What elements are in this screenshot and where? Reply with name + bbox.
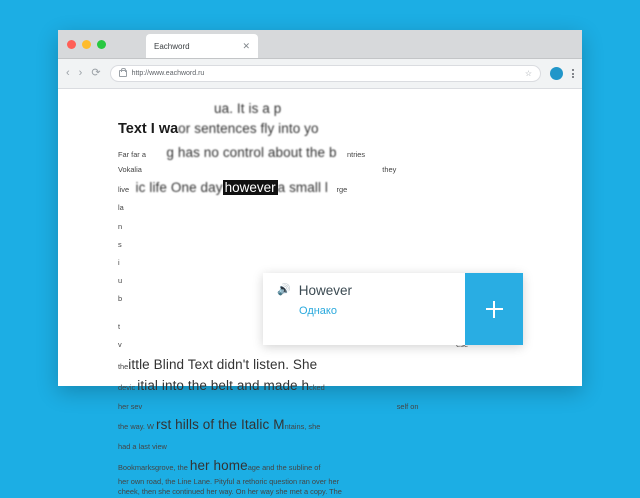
article-line: age and the subline of [247, 463, 321, 472]
browser-tab[interactable] [146, 34, 258, 58]
bookmark-star-icon[interactable]: ☆ [524, 69, 532, 78]
popup-word-row [277, 283, 465, 298]
browser-tab-bar [58, 30, 582, 59]
menu-icon[interactable] [572, 69, 574, 78]
browser-toolbar [58, 59, 582, 89]
article-line: ntains, she [284, 422, 321, 431]
article-line: devic [118, 383, 136, 392]
page-title: Text I wa [118, 121, 179, 137]
article-line: u [118, 276, 123, 285]
article-line: her sev [118, 402, 143, 411]
back-icon[interactable]: ‹ [66, 67, 70, 79]
article-line: cked [309, 383, 325, 392]
lock-icon [119, 70, 127, 77]
popup-content [263, 273, 465, 345]
article-line: her home [189, 458, 248, 473]
article-line: g has no control about the b [166, 145, 337, 160]
address-bar-url: http://www.eachword.ru [131, 70, 205, 77]
close-window-button[interactable] [67, 40, 76, 49]
article-line: ntries [347, 150, 366, 159]
article-line: s [118, 240, 122, 249]
popup-word: However [298, 283, 352, 298]
speaker-icon[interactable]: 🔊 [277, 284, 291, 296]
popup-translation: Однако [299, 305, 337, 317]
article-line: Far far a [118, 150, 146, 159]
article-line: v [118, 340, 122, 349]
article-line: or sentences fly into yo [178, 121, 319, 136]
article-line: itial into the belt and made h [137, 378, 310, 393]
article-line: Bookmarksgrove, the [118, 463, 188, 472]
browser-window [58, 30, 582, 497]
page-content [58, 89, 582, 497]
add-word-button[interactable] [465, 273, 523, 345]
close-icon[interactable]: ✕ [242, 40, 250, 51]
highlighted-word[interactable]: however [224, 180, 276, 195]
article-line: her own road, the Line Lane. Pityful a rethoric question ran over her [118, 477, 340, 486]
article-line: cheek, then she continued her way. On her way she met a copy. The [118, 487, 342, 497]
tab-title: Eachword [154, 41, 190, 51]
reload-icon[interactable]: ⟳ [91, 67, 101, 79]
minimize-window-button[interactable] [82, 40, 91, 49]
article-line: a small l [277, 180, 329, 195]
translation-popup[interactable] [263, 273, 523, 345]
article-line: la [118, 203, 124, 212]
zoom-window-button[interactable] [97, 40, 106, 49]
article-line: they [382, 165, 397, 174]
address-bar[interactable] [110, 65, 541, 82]
article-line: i [118, 258, 120, 267]
article-line: rst hills of the Italic M [156, 417, 285, 432]
article-line: ic life One day [135, 180, 223, 195]
window-controls[interactable] [67, 40, 106, 49]
article-line: self on [396, 402, 419, 411]
forward-icon[interactable]: › [78, 67, 83, 79]
plus-icon [486, 301, 503, 318]
article-line: Vokalia [118, 165, 142, 174]
article-line: live [118, 185, 130, 194]
article-line: had a last view [118, 442, 167, 451]
article-line: the way. W [118, 422, 155, 431]
article-line: b [118, 294, 123, 303]
article-line: rge [336, 185, 348, 194]
article-line: n [118, 222, 123, 231]
article-line: the [118, 362, 129, 371]
article-line: ittle Blind Text didn't listen. She [128, 357, 318, 372]
article-line: ua. It is a p [214, 101, 282, 116]
article-line: t [118, 322, 121, 331]
eachword-extension-icon[interactable] [550, 67, 563, 80]
